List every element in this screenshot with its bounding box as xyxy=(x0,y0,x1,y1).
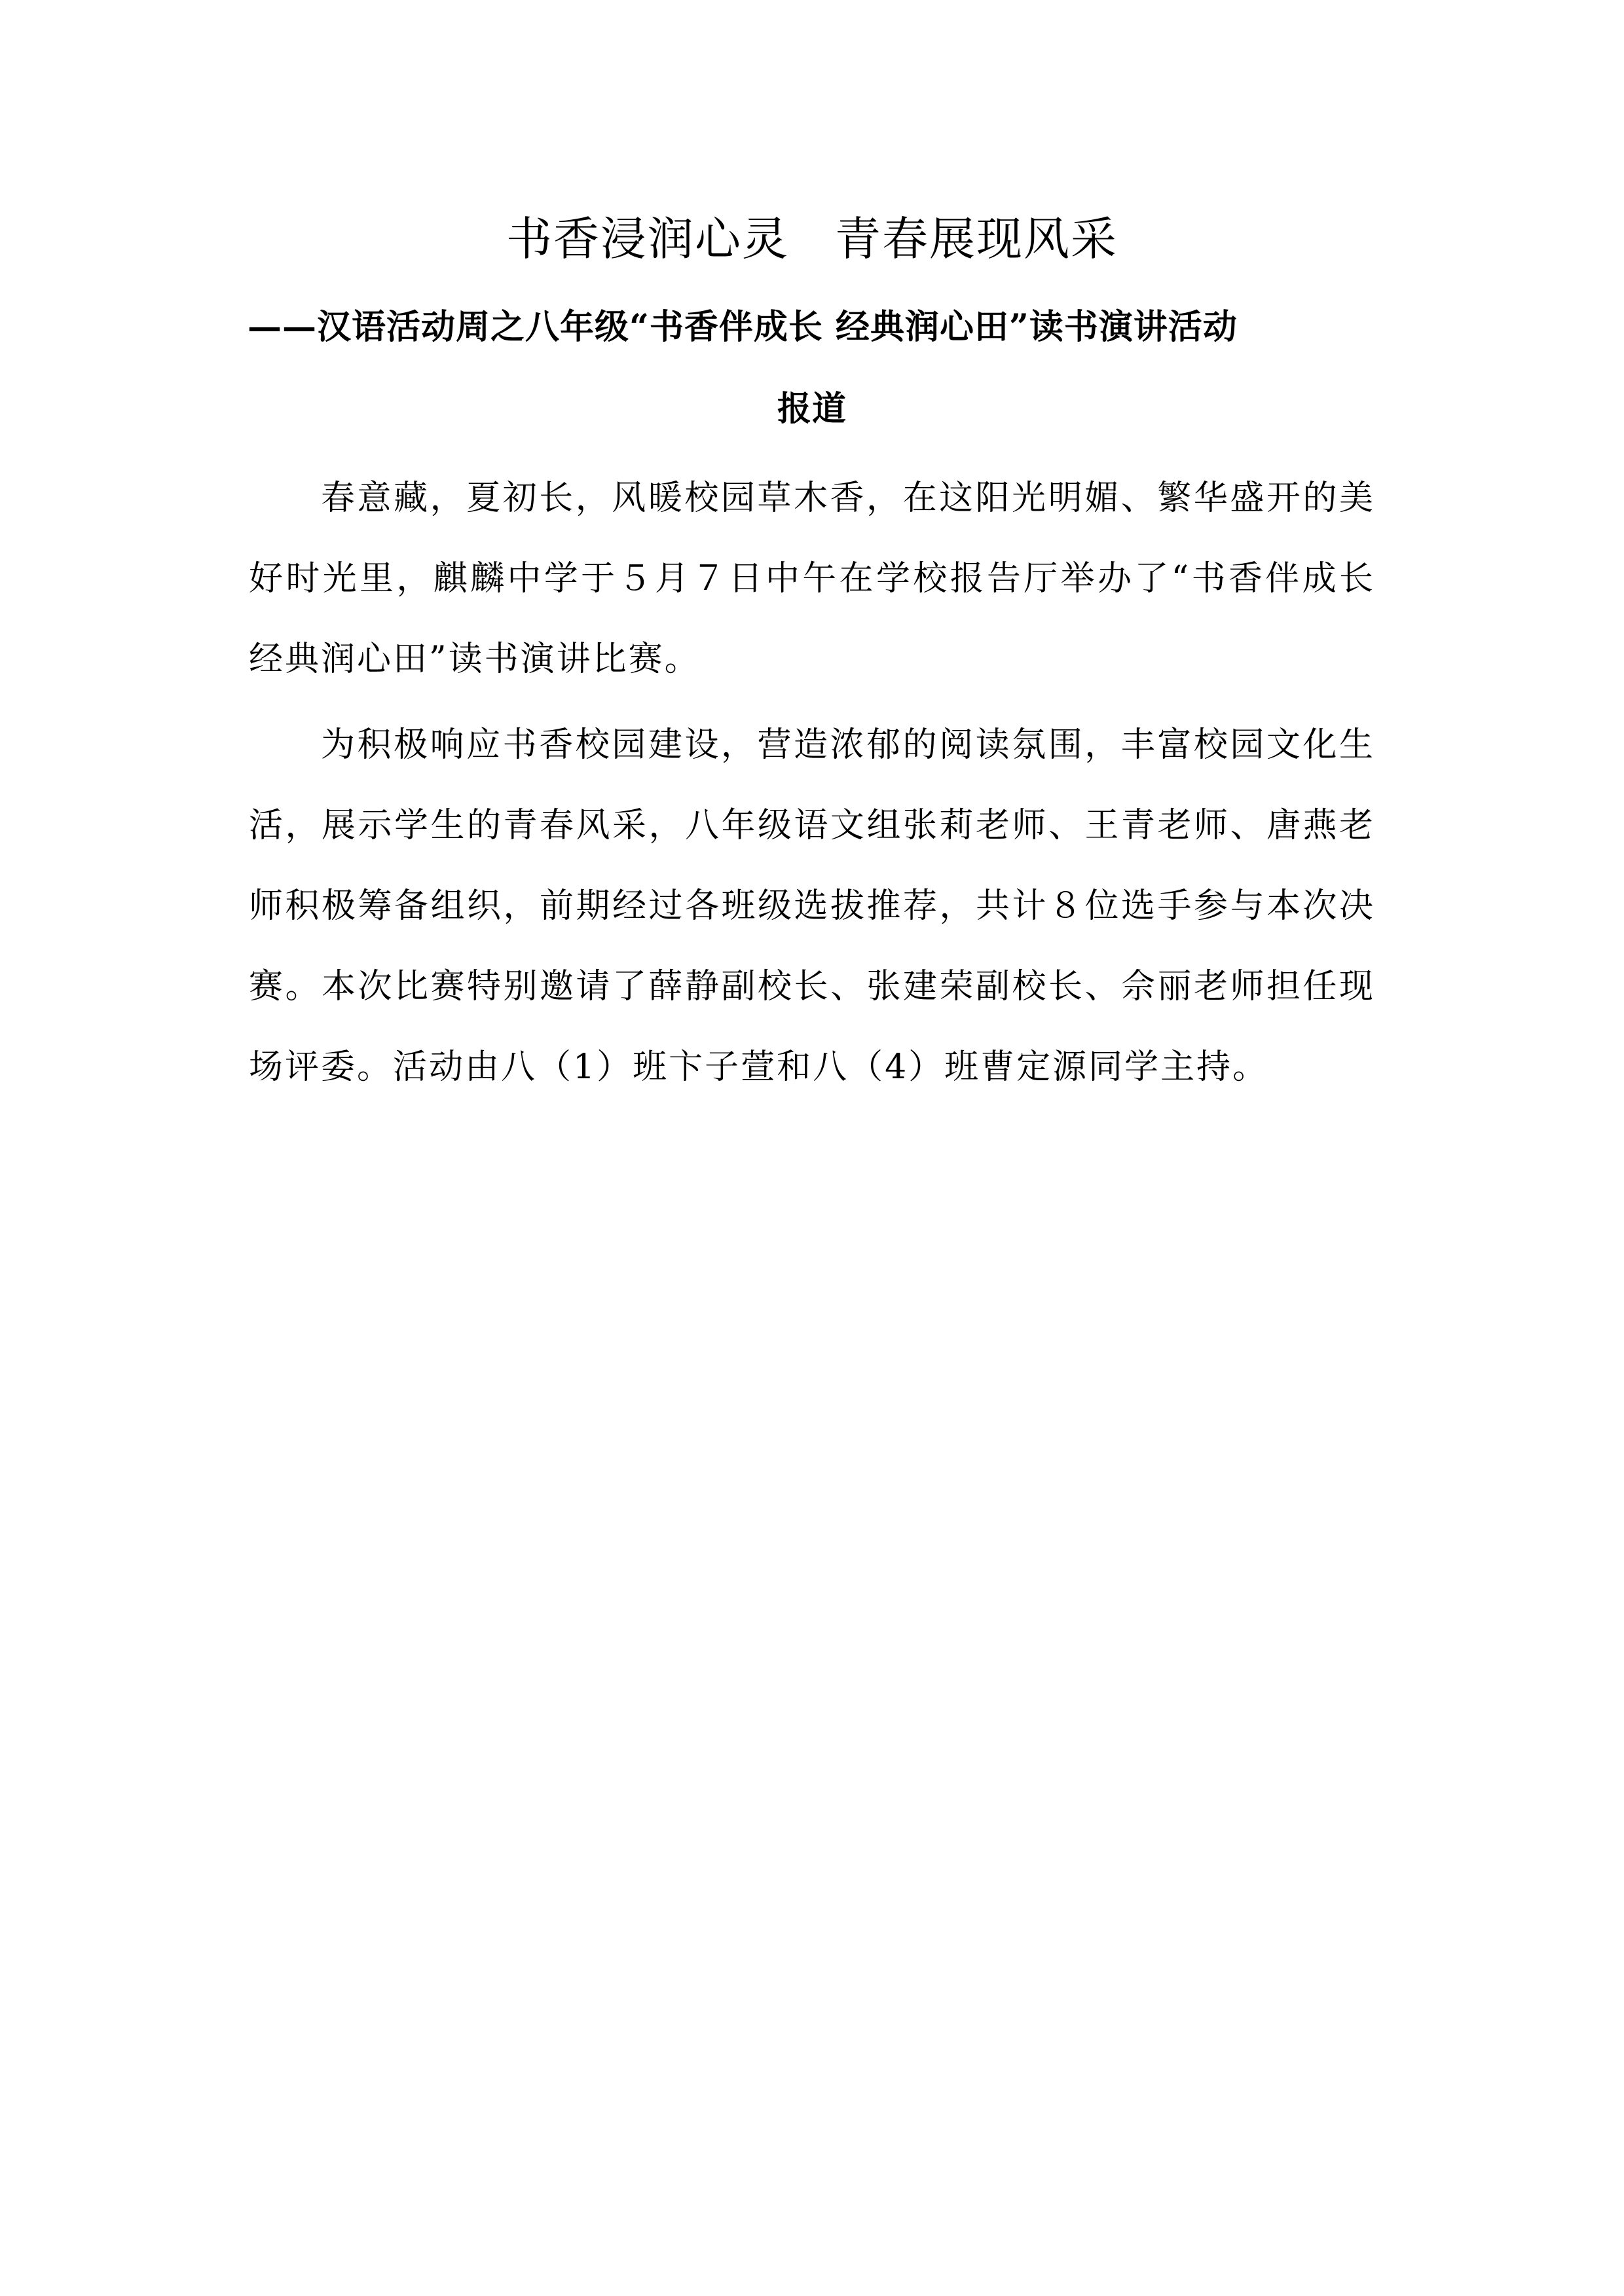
title-part-2: 青春展现风采 xyxy=(835,212,1118,266)
title-part-1: 书香浸润心灵 xyxy=(506,212,789,266)
document-body xyxy=(249,458,1375,1113)
subtitle-line-1: ——汉语活动周之八年级“书香伴成长 经典润心田”读书演讲活动 xyxy=(248,307,1238,347)
document-title xyxy=(249,203,1375,275)
subtitle-line-2: 报道 xyxy=(777,389,847,429)
body-paragraph-1: 春意藏，夏初长，风暖校园草木香，在这阳光明媚、繁华盛开的美好时光里，麒麟中学于５月７日中午在学校报告厅举办了“书香伴成长 经典润心田”读书演讲比赛。 xyxy=(249,479,1375,679)
body-paragraph-2: 为积极响应书香校园建设，营造浓郁的阅读氛围，丰富校园文化生活，展示学生的青春风采，八年级语文组张莉老师、王青老师、唐燕老师积极筹备组织，前期经过各班级选拔推荐，共计８位选手参与本次决赛。本次比赛特别邀请了薛静副校长、张建荣副校长、佘丽老师担任现场评委。活动由八（1）班卞子萱和八（4）班曹定源同学主持。 xyxy=(249,725,1375,1087)
